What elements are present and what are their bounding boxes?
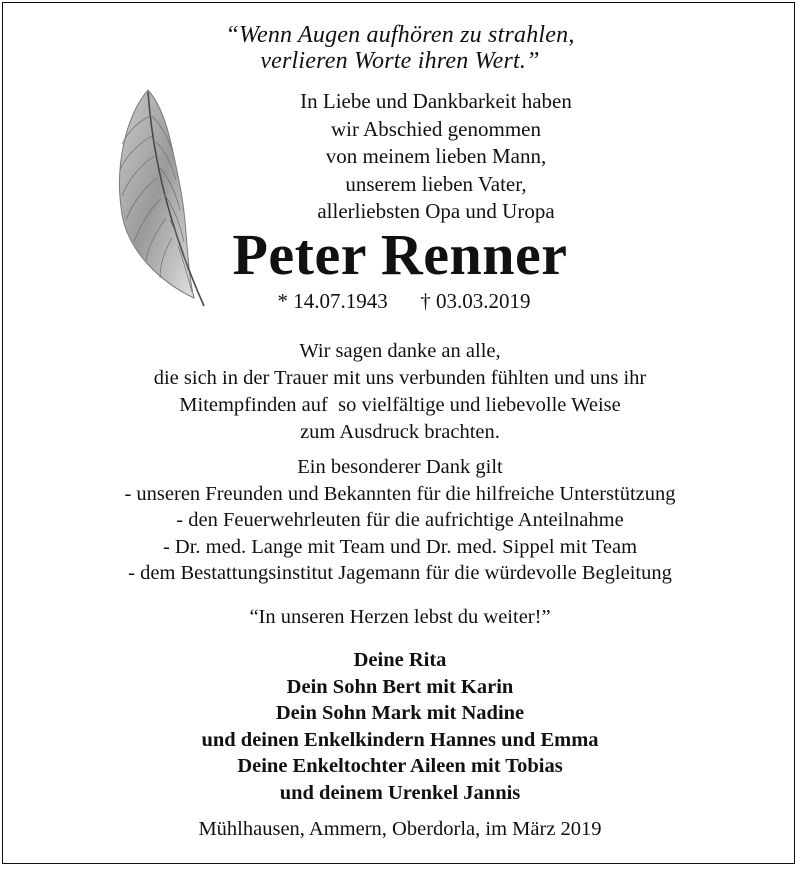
special-thanks-line: Ein besonderer Dank gilt xyxy=(297,456,503,478)
birth-symbol: * xyxy=(277,289,288,313)
special-thanks-line: - den Feuerwehrleuten für die aufrichtige Anteilnahme xyxy=(176,509,624,531)
intro-line: In Liebe und Dankbarkeit haben xyxy=(300,89,572,113)
quote-line: “Wenn Augen aufhören zu strahlen, xyxy=(225,22,575,48)
thanks-line: zum Ausdruck brachten. xyxy=(300,421,500,443)
special-thanks-line: - dem Bestattungsinstitut Jagemann für die würdevolle Begleitung xyxy=(128,562,672,584)
intro-line: allerliebsten Opa und Uropa xyxy=(317,199,555,223)
death-symbol: † xyxy=(420,289,431,313)
family-line: und deinem Urenkel Jannis xyxy=(279,781,521,804)
special-thanks-paragraph xyxy=(0,454,800,587)
closing-motto: “In unseren Herzen lebst du weiter!” xyxy=(249,606,551,628)
opening-quote xyxy=(0,22,800,74)
quote-line: verlieren Worte ihren Wert.” xyxy=(260,48,540,74)
family-line: Deine Enkeltochter Aileen mit Tobias xyxy=(237,755,563,777)
special-thanks-line: - unseren Freunden und Bekannten für die hilfreiche Unterstützung xyxy=(124,482,676,505)
birth-date: 14.07.1943 xyxy=(293,289,388,313)
family-signatures xyxy=(0,647,800,806)
family-line: und deinen Enkelkindern Hannes und Emma xyxy=(201,728,599,751)
deceased-name: Peter Renner xyxy=(232,222,568,287)
family-line: Dein Sohn Bert mit Karin xyxy=(286,675,514,698)
thanks-paragraph xyxy=(0,338,800,446)
thanks-line: Mitempfinden auf so vielfältige und liebevolle Weise xyxy=(179,394,621,416)
special-thanks-line: - Dr. med. Lange mit Team und Dr. med. Sippel mit Team xyxy=(162,535,638,558)
thanks-line: die sich in der Trauer mit uns verbunden fühlten und uns ihr xyxy=(153,367,647,389)
death-date: 03.03.2019 xyxy=(436,289,531,313)
life-dates xyxy=(4,288,800,314)
family-line: Dein Sohn Mark mit Nadine xyxy=(275,702,525,724)
place-and-date: Mühlhausen, Ammern, Oberdorla, im März 2019 xyxy=(198,818,602,840)
intro-line: unserem lieben Vater, xyxy=(345,171,527,196)
family-line: Deine Rita xyxy=(353,649,447,671)
thanks-line: Wir sagen danke an alle, xyxy=(299,340,501,362)
intro-text xyxy=(36,88,800,226)
intro-line: von meinem lieben Mann, xyxy=(325,144,547,168)
intro-line: wir Abschied genommen xyxy=(331,116,541,141)
